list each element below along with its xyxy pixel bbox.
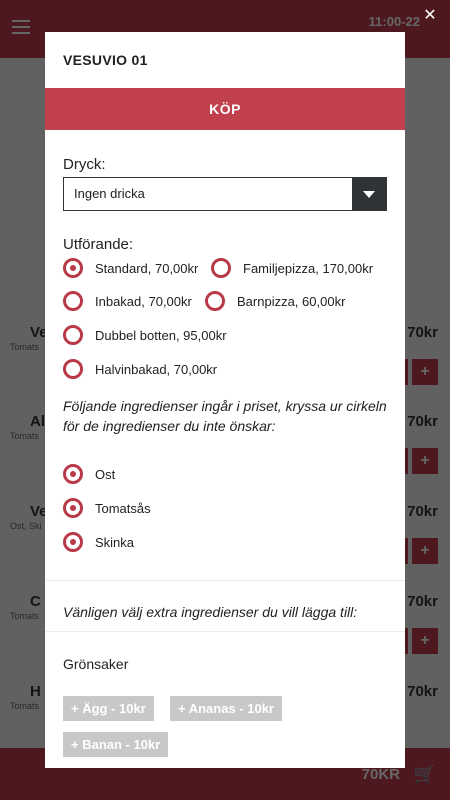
radio-icon[interactable] bbox=[211, 258, 231, 278]
radio-option-familjepizza[interactable]: Familjepizza, 170,00kr bbox=[211, 258, 373, 278]
ingredient-option-skinka[interactable]: Skinka bbox=[63, 532, 134, 552]
radio-icon[interactable] bbox=[63, 359, 83, 379]
product-modal bbox=[45, 32, 405, 768]
drink-select-value: Ingen dricka bbox=[74, 186, 145, 201]
ingredient-option-tomatsas[interactable]: Tomatsås bbox=[63, 498, 151, 518]
chevron-down-icon[interactable] bbox=[352, 178, 386, 210]
extra-chip-banan[interactable]: + Banan - 10kr bbox=[63, 732, 168, 757]
radio-option-standard[interactable]: Standard, 70,00kr bbox=[63, 258, 198, 278]
radio-option-halvinbakad[interactable]: Halvinbakad, 70,00kr bbox=[63, 359, 217, 379]
radio-icon[interactable] bbox=[205, 291, 225, 311]
extra-chip-agg[interactable]: + Ägg - 10kr bbox=[63, 696, 154, 721]
radio-icon[interactable] bbox=[63, 325, 83, 345]
extra-ingredients-note: Vänligen välj extra ingredienser du vill lägga till: bbox=[63, 604, 358, 620]
radio-selected-icon[interactable] bbox=[63, 464, 83, 484]
extra-group-label: Grönsaker bbox=[63, 656, 129, 672]
radio-option-inbakad[interactable]: Inbakad, 70,00kr bbox=[63, 291, 192, 311]
radio-option-dubbel-botten[interactable]: Dubbel botten, 95,00kr bbox=[63, 325, 227, 345]
drink-select[interactable] bbox=[63, 177, 387, 211]
product-title: VESUVIO 01 bbox=[63, 52, 148, 68]
buy-button[interactable]: KÖP bbox=[45, 88, 405, 130]
close-icon[interactable]: ✕ bbox=[423, 7, 437, 24]
radio-selected-icon[interactable] bbox=[63, 498, 83, 518]
divider bbox=[45, 631, 405, 632]
divider bbox=[45, 580, 405, 581]
radio-icon[interactable] bbox=[63, 291, 83, 311]
ingredient-option-ost[interactable]: Ost bbox=[63, 464, 115, 484]
radio-selected-icon[interactable] bbox=[63, 532, 83, 552]
execution-label: Utförande: bbox=[63, 236, 134, 253]
extra-chip-ananas[interactable]: + Ananas - 10kr bbox=[170, 696, 282, 721]
drink-label: Dryck: bbox=[63, 156, 106, 173]
radio-selected-icon[interactable] bbox=[63, 258, 83, 278]
radio-option-barnpizza[interactable]: Barnpizza, 60,00kr bbox=[205, 291, 345, 311]
included-ingredients-note: Följande ingredienser ingår i priset, kryssa ur cirkeln för de ingredienser du inte önskar: bbox=[63, 398, 387, 434]
